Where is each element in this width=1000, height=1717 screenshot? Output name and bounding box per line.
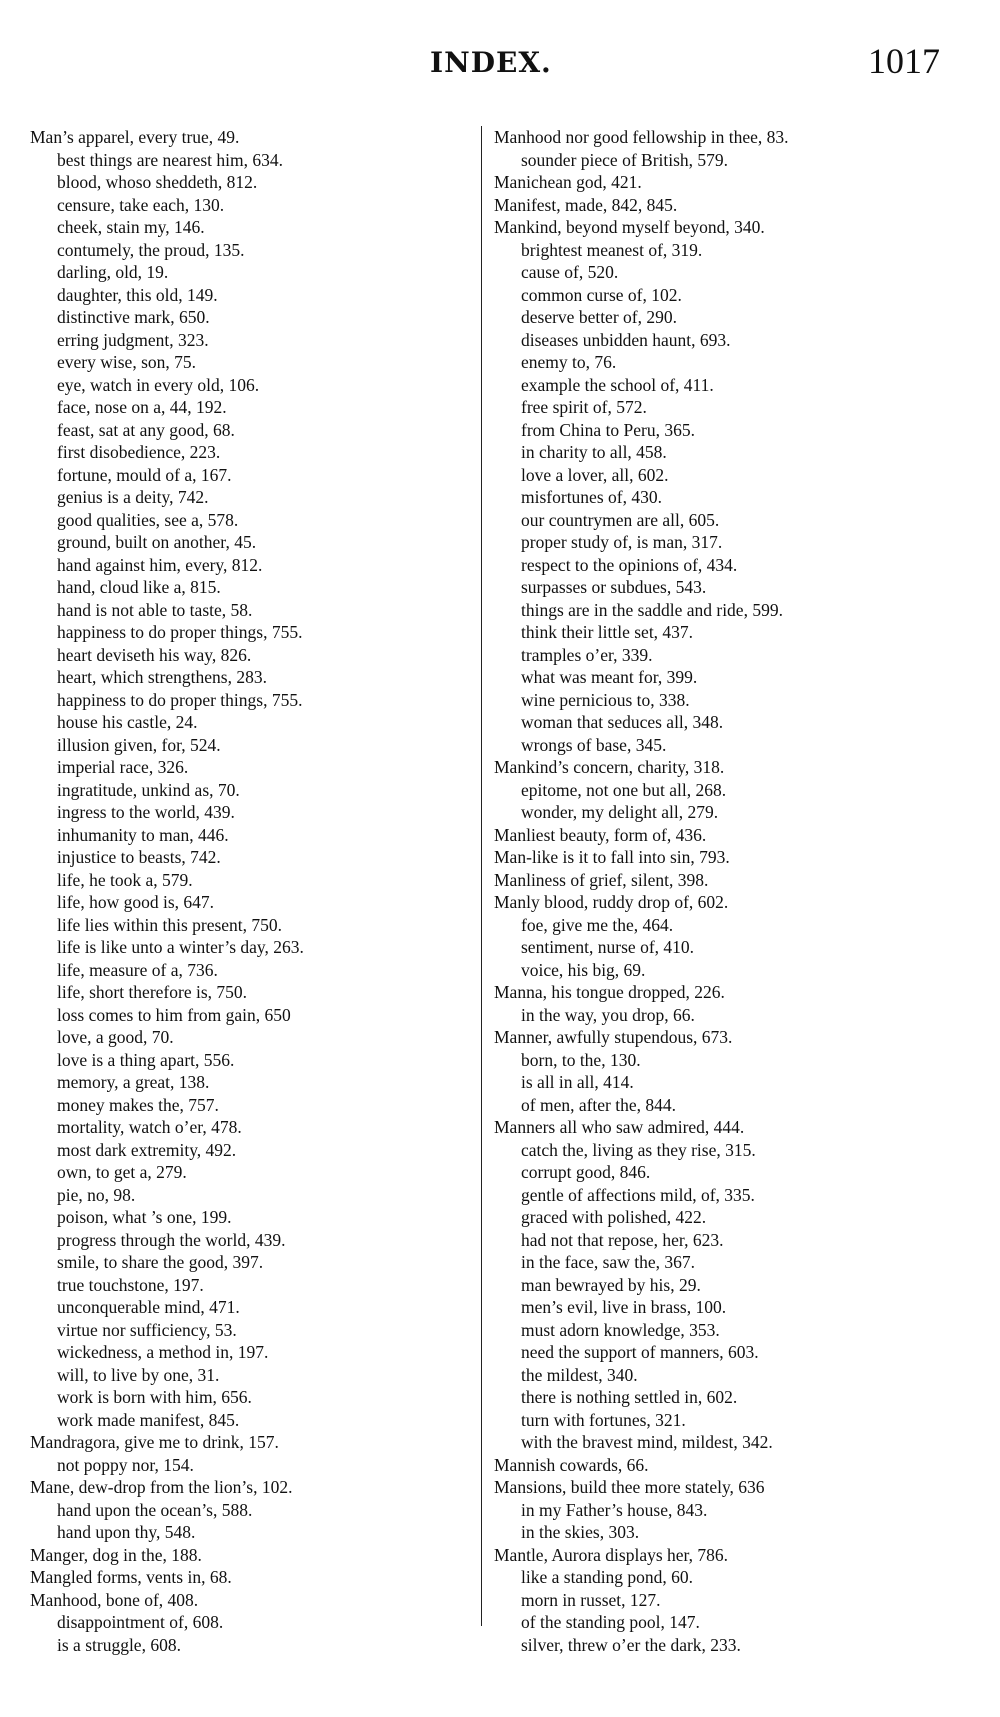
index-headword-entry: Manna, his tongue dropped, 226. xyxy=(494,982,725,1002)
index-subentry: life lies within this present, 750. xyxy=(57,914,283,935)
index-headword-entry: Mankind’s concern, charity, 318. xyxy=(494,757,725,777)
index-subentry: hand is not able to taste, 58. xyxy=(57,599,253,620)
index-subentry: enemy to, 76. xyxy=(521,352,617,372)
page-header xyxy=(0,40,1000,90)
index-subentry: first disobedience, 223. xyxy=(57,442,221,462)
index-subentry: respect to the opinions of, 434. xyxy=(521,554,738,575)
index-subentry: life, he took a, 579. xyxy=(57,869,193,890)
index-subentry: love, a good, 70. xyxy=(57,1027,174,1047)
index-subentry: love is a thing apart, 556. xyxy=(57,1049,235,1070)
index-subentry: work is born with him, 656. xyxy=(57,1387,252,1407)
index-subentry: life, measure of a, 736. xyxy=(57,959,218,980)
index-subentry: cause of, 520. xyxy=(521,262,619,282)
index-subentry: men’s evil, live in brass, 100. xyxy=(521,1297,727,1317)
index-subentry: poison, what ’s one, 199. xyxy=(57,1207,232,1227)
index-subentry: life, short therefore is, 750. xyxy=(57,982,248,1002)
index-subentry: hand against him, every, 812. xyxy=(57,554,263,575)
index-subentry: epitome, not one but all, 268. xyxy=(521,779,727,800)
index-subentry: diseases unbidden haunt, 693. xyxy=(521,329,731,350)
index-subentry: woman that seduces all, 348. xyxy=(521,712,724,732)
index-subentry: sounder piece of British, 579. xyxy=(521,149,729,170)
column-divider xyxy=(481,126,482,1626)
index-subentry: pie, no, 98. xyxy=(57,1184,136,1205)
index-subentry: erring judgment, 323. xyxy=(57,329,209,350)
index-headword-entry: Manners all who saw admired, 444. xyxy=(494,1117,745,1137)
index-subentry: must adorn knowledge, 353. xyxy=(521,1319,720,1340)
index-column-left xyxy=(30,126,470,1656)
index-subentry: brightest meanest of, 319. xyxy=(521,239,703,260)
index-subentry: example the school of, 411. xyxy=(521,374,714,395)
index-subentry: will, to live by one, 31. xyxy=(57,1364,220,1385)
index-subentry: life is like unto a winter’s day, 263. xyxy=(57,937,304,957)
index-subentry: darling, old, 19. xyxy=(57,262,169,282)
index-subentry: happiness to do proper things, 755. xyxy=(57,689,303,710)
index-subentry: best things are nearest him, 634. xyxy=(57,149,283,170)
index-subentry: hand upon thy, 548. xyxy=(57,1522,196,1542)
index-subentry: heart deviseth his way, 826. xyxy=(57,644,252,665)
index-headword-entry: Manner, awfully stupendous, 673. xyxy=(494,1027,733,1047)
index-headword-entry: Manifest, made, 842, 845. xyxy=(494,194,678,215)
page-title: INDEX. xyxy=(430,46,552,79)
index-subentry: illusion given, for, 524. xyxy=(57,734,221,755)
index-subentry: voice, his big, 69. xyxy=(521,959,646,980)
index-headword-entry: Mannish cowards, 66. xyxy=(494,1454,649,1475)
index-subentry: heart, which strengthens, 283. xyxy=(57,667,267,687)
index-subentry: sentiment, nurse of, 410. xyxy=(521,937,695,957)
index-headword-entry: Mantle, Aurora displays her, 786. xyxy=(494,1544,729,1565)
index-subentry: wrongs of base, 345. xyxy=(521,734,667,755)
index-subentry: hand, cloud like a, 815. xyxy=(57,577,221,597)
index-subentry: love a lover, all, 602. xyxy=(521,464,669,485)
index-subentry: with the bravest mind, mildest, 342. xyxy=(521,1432,773,1452)
index-headword-entry: Mandragora, give me to drink, 157. xyxy=(30,1432,279,1452)
index-subentry: genius is a deity, 742. xyxy=(57,487,209,507)
index-subentry: is all in all, 414. xyxy=(521,1072,634,1092)
index-subentry: contumely, the proud, 135. xyxy=(57,239,245,260)
index-subentry: virtue nor sufficiency, 53. xyxy=(57,1319,237,1340)
index-subentry: cheek, stain my, 146. xyxy=(57,217,205,237)
index-headword-entry: Mankind, beyond myself beyond, 340. xyxy=(494,217,765,237)
index-subentry: graced with polished, 422. xyxy=(521,1207,707,1227)
index-subentry: distinctive mark, 650. xyxy=(57,307,210,327)
index-subentry: wickedness, a method in, 197. xyxy=(57,1342,269,1362)
index-headword-entry: Manichean god, 421. xyxy=(494,172,642,192)
index-subentry: work made manifest, 845. xyxy=(57,1409,240,1430)
index-subentry: progress through the world, 439. xyxy=(57,1229,286,1250)
index-subentry: what was meant for, 399. xyxy=(521,667,698,687)
index-subentry: there is nothing settled in, 602. xyxy=(521,1387,738,1407)
index-headword-entry: Mane, dew-drop from the lion’s, 102. xyxy=(30,1477,293,1497)
index-headword-entry: Mangled forms, vents in, 68. xyxy=(30,1567,232,1587)
index-subentry: things are in the saddle and ride, 599. xyxy=(521,599,783,620)
index-subentry: catch the, living as they rise, 315. xyxy=(521,1139,756,1160)
index-subentry: in my Father’s house, 843. xyxy=(521,1499,708,1520)
index-subentry: need the support of manners, 603. xyxy=(521,1342,759,1362)
index-headword-entry: Manliest beauty, form of, 436. xyxy=(494,824,707,845)
index-subentry: proper study of, is man, 317. xyxy=(521,532,723,552)
index-subentry: mortality, watch o’er, 478. xyxy=(57,1117,242,1137)
index-headword-entry: Man’s apparel, every true, 49. xyxy=(30,127,240,147)
index-subentry: misfortunes of, 430. xyxy=(521,487,662,507)
index-subentry: our countrymen are all, 605. xyxy=(521,509,720,530)
index-subentry: true touchstone, 197. xyxy=(57,1274,204,1295)
index-subentry: of the standing pool, 147. xyxy=(521,1612,700,1632)
index-subentry: tramples o’er, 339. xyxy=(521,644,653,665)
index-subentry: wine pernicious to, 338. xyxy=(521,689,690,710)
index-subentry: corrupt good, 846. xyxy=(521,1162,651,1182)
index-subentry: imperial race, 326. xyxy=(57,757,189,777)
index-subentry: life, how good is, 647. xyxy=(57,892,215,912)
index-subentry: money makes the, 757. xyxy=(57,1094,219,1115)
index-subentry: injustice to beasts, 742. xyxy=(57,847,221,867)
index-subentry: born, to the, 130. xyxy=(521,1049,641,1070)
index-subentry: man bewrayed by his, 29. xyxy=(521,1274,701,1295)
index-subentry: the mildest, 340. xyxy=(521,1364,638,1385)
index-subentry: like a standing pond, 60. xyxy=(521,1567,694,1587)
index-subentry: gentle of affections mild, of, 335. xyxy=(521,1184,755,1205)
index-subentry: blood, whoso sheddeth, 812. xyxy=(57,172,258,192)
index-subentry: eye, watch in every old, 106. xyxy=(57,374,260,395)
index-headword-entry: Mansions, build thee more stately, 636 xyxy=(494,1477,765,1497)
index-subentry: common curse of, 102. xyxy=(521,284,682,305)
index-column-right xyxy=(494,126,964,1656)
index-subentry: turn with fortunes, 321. xyxy=(521,1409,686,1430)
index-subentry: is a struggle, 608. xyxy=(57,1634,181,1655)
index-subentry: ground, built on another, 45. xyxy=(57,532,257,552)
index-subentry: unconquerable mind, 471. xyxy=(57,1297,240,1317)
index-subentry: inhumanity to man, 446. xyxy=(57,824,229,845)
index-subentry: loss comes to him from gain, 650 xyxy=(57,1004,291,1025)
index-headword-entry: Manhood, bone of, 408. xyxy=(30,1589,199,1610)
index-headword-entry: Manhood nor good fellowship in thee, 83. xyxy=(494,127,789,147)
index-subentry: daughter, this old, 149. xyxy=(57,284,218,305)
index-subentry: own, to get a, 279. xyxy=(57,1162,187,1182)
index-subentry: happiness to do proper things, 755. xyxy=(57,622,303,642)
index-subentry: in the face, saw the, 367. xyxy=(521,1252,695,1272)
index-subentry: think their little set, 437. xyxy=(521,622,694,642)
index-subentry: ingress to the world, 439. xyxy=(57,802,235,822)
index-subentry: smile, to share the good, 397. xyxy=(57,1252,264,1272)
index-subentry: deserve better of, 290. xyxy=(521,307,677,327)
index-subentry: good qualities, see a, 578. xyxy=(57,509,239,530)
index-subentry: most dark extremity, 492. xyxy=(57,1139,237,1160)
index-subentry: fortune, mould of a, 167. xyxy=(57,464,232,485)
index-subentry: surpasses or subdues, 543. xyxy=(521,577,707,597)
index-subentry: morn in russet, 127. xyxy=(521,1589,661,1610)
index-subentry: ingratitude, unkind as, 70. xyxy=(57,779,240,800)
index-subentry: wonder, my delight all, 279. xyxy=(521,802,719,822)
index-subentry: not poppy nor, 154. xyxy=(57,1454,194,1475)
index-subentry: had not that repose, her, 623. xyxy=(521,1229,724,1250)
index-subentry: hand upon the ocean’s, 588. xyxy=(57,1499,253,1520)
index-subentry: face, nose on a, 44, 192. xyxy=(57,397,227,417)
index-subentry: feast, sat at any good, 68. xyxy=(57,419,235,440)
index-subentry: in the way, you drop, 66. xyxy=(521,1004,695,1025)
index-subentry: from China to Peru, 365. xyxy=(521,419,696,440)
index-subentry: censure, take each, 130. xyxy=(57,194,225,215)
index-subentry: silver, threw o’er the dark, 233. xyxy=(521,1634,741,1655)
index-subentry: every wise, son, 75. xyxy=(57,352,197,372)
index-headword-entry: Man-like is it to fall into sin, 793. xyxy=(494,847,730,867)
index-headword-entry: Manger, dog in the, 188. xyxy=(30,1544,202,1565)
page-number: 1017 xyxy=(868,41,940,81)
index-subentry: disappointment of, 608. xyxy=(57,1612,224,1632)
index-subentry: of men, after the, 844. xyxy=(521,1094,677,1115)
index-subentry: free spirit of, 572. xyxy=(521,397,647,417)
index-subentry: in the skies, 303. xyxy=(521,1522,640,1542)
index-subentry: foe, give me the, 464. xyxy=(521,914,674,935)
index-headword-entry: Manly blood, ruddy drop of, 602. xyxy=(494,892,729,912)
index-subentry: memory, a great, 138. xyxy=(57,1072,210,1092)
index-headword-entry: Manliness of grief, silent, 398. xyxy=(494,869,709,890)
index-subentry: house his castle, 24. xyxy=(57,712,198,732)
index-subentry: in charity to all, 458. xyxy=(521,442,667,462)
